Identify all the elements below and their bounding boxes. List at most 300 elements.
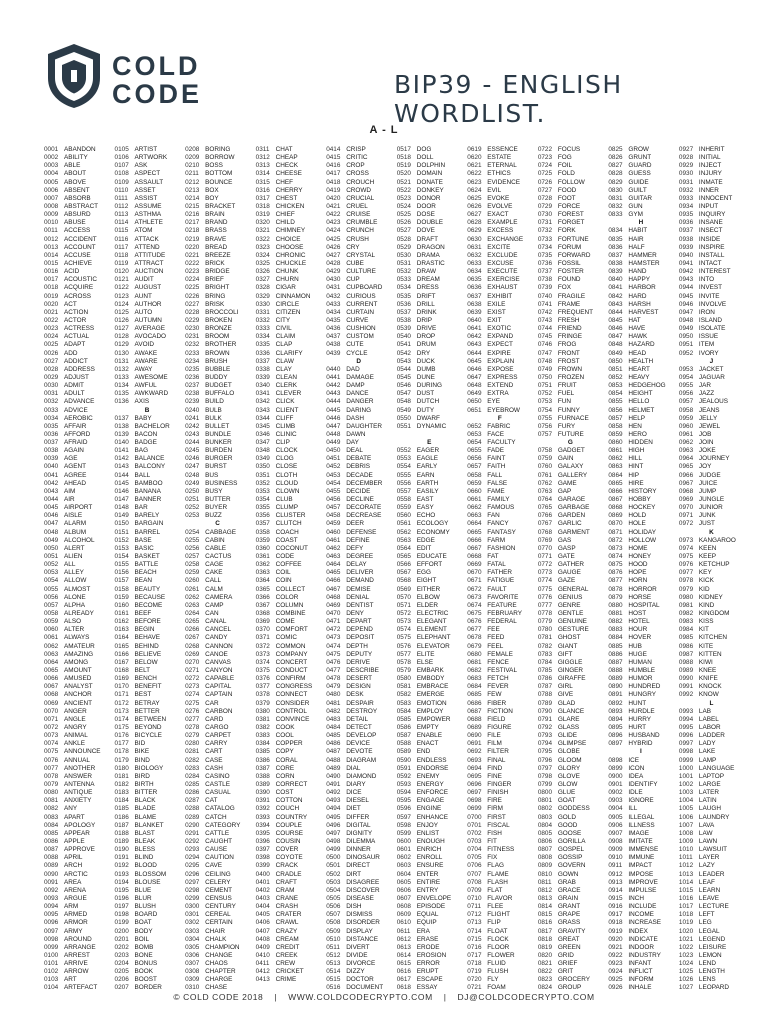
word-index: 0167 — [114, 658, 129, 666]
word-text: ENDLESS — [416, 756, 447, 764]
word-entry — [538, 626, 603, 634]
word-index: 0746 — [537, 341, 553, 349]
word-index: 0309 — [185, 976, 200, 984]
word-text: ALBUM — [64, 528, 87, 536]
word-entry — [44, 903, 109, 911]
word-text: CRITIC — [346, 154, 368, 162]
word-text: ENSURE — [416, 862, 444, 870]
word-index: 0513 — [326, 960, 341, 968]
word-index: 0502 — [326, 870, 341, 878]
word-entry — [538, 952, 603, 960]
word-text: BUYER — [205, 504, 228, 512]
word-text: ACCESS — [64, 227, 91, 235]
word-index: 0816 — [537, 919, 553, 927]
word-text: FAMILY — [487, 496, 510, 504]
word-entry — [185, 439, 250, 447]
word-entry — [608, 537, 673, 545]
word-text: KITE — [698, 642, 714, 650]
word-index: 0890 — [608, 683, 623, 691]
word-index: 0126 — [114, 316, 129, 324]
word-text: JOURNEY — [698, 455, 730, 463]
word-index: 0600 — [396, 837, 411, 845]
word-entry — [185, 293, 250, 301]
word-entry — [185, 618, 250, 626]
word-index: 1020 — [678, 927, 694, 935]
word-entry — [467, 480, 532, 488]
word-index: 0452 — [326, 463, 341, 471]
word-entry — [467, 757, 532, 765]
word-index: 0335 — [255, 341, 270, 349]
word-entry — [185, 455, 250, 463]
word-text: DAWN — [346, 430, 366, 438]
word-index: 0447 — [326, 422, 341, 430]
word-text: GIRL — [557, 683, 573, 691]
word-index: 0751 — [537, 382, 553, 390]
word-text: BUNKER — [205, 439, 232, 447]
word-entry — [115, 602, 180, 610]
word-text: FALSE — [487, 479, 508, 487]
word-index: 1009 — [678, 837, 694, 845]
word-index: 0302 — [185, 919, 200, 927]
word-text: BELIEVE — [134, 650, 162, 658]
word-entry — [185, 691, 250, 699]
word-text: GASP — [557, 544, 576, 552]
word-text: CHAIR — [205, 927, 225, 935]
word-entry — [185, 203, 250, 211]
word-text: COMMON — [275, 642, 306, 650]
word-text: BASIC — [134, 544, 154, 552]
word-index: 0153 — [114, 544, 129, 552]
word-text: BOAT — [134, 919, 152, 927]
word-text: ALONE — [64, 593, 86, 601]
word-entry — [326, 610, 391, 618]
word-entry — [185, 480, 250, 488]
word-entry — [256, 219, 321, 227]
word-index: 0866 — [608, 487, 623, 495]
word-entry — [538, 512, 603, 520]
word-index: 0004 — [44, 170, 59, 178]
word-text: HURT — [628, 723, 647, 731]
word-text: CHECK — [275, 162, 299, 170]
word-index: 0182 — [114, 780, 129, 788]
word-text: FAULT — [487, 585, 507, 593]
word-index: 0925 — [608, 976, 623, 984]
word-text: KEEN — [698, 544, 717, 552]
word-entry — [467, 407, 532, 415]
word-text: GARBAGE — [557, 504, 590, 512]
word-text: HIGH — [628, 447, 645, 455]
word-text: IGNORE — [628, 797, 654, 805]
word-text: BROTHER — [205, 341, 237, 349]
word-entry — [397, 968, 462, 976]
word-index: 1004 — [678, 797, 694, 805]
word-text: JOIN — [698, 439, 714, 447]
word-entry — [397, 187, 462, 195]
word-index: 0504 — [326, 886, 341, 894]
word-index: 0870 — [608, 520, 623, 528]
word-text: INTEREST — [698, 268, 731, 276]
word-text: IMPACT — [628, 862, 653, 870]
word-index: 1012 — [678, 862, 694, 870]
word-entry — [608, 871, 673, 879]
word-text: CRADLE — [275, 870, 302, 878]
word-entry — [256, 976, 321, 984]
word-text: FIGURE — [487, 723, 512, 731]
word-text: BITTER — [134, 789, 158, 797]
word-entry — [467, 708, 532, 716]
word-entry — [326, 496, 391, 504]
word-index: 0011 — [44, 227, 58, 235]
word-index: 0464 — [326, 561, 341, 569]
word-text: END — [416, 748, 431, 756]
word-entry — [115, 569, 180, 577]
word-index: 0735 — [537, 251, 553, 259]
word-index: 0159 — [114, 593, 129, 601]
word-index: 0620 — [467, 154, 482, 162]
word-entry — [115, 236, 180, 244]
word-text: BREAD — [205, 243, 228, 251]
word-entry — [44, 350, 109, 358]
word-entry — [256, 871, 321, 879]
word-index: 0294 — [185, 854, 200, 862]
word-entry — [185, 594, 250, 602]
word-entry — [185, 382, 250, 390]
word-text: BEAN — [134, 577, 152, 585]
word-text: FLOAT — [487, 927, 508, 935]
word-entry — [185, 227, 250, 235]
word-text: JUICE — [698, 479, 718, 487]
word-index: 0610 — [396, 919, 411, 927]
word-text: FRUIT — [557, 382, 577, 390]
word-index: 1024 — [678, 960, 694, 968]
word-index: 0921 — [608, 943, 623, 951]
word-index: 0856 — [608, 406, 623, 414]
word-text: CUSTOM — [346, 333, 374, 341]
word-entry — [256, 333, 321, 341]
word-text: INJECT — [698, 162, 722, 170]
word-index: 0197 — [114, 903, 129, 911]
word-text: FROZEN — [557, 373, 585, 381]
word-entry — [185, 928, 250, 936]
word-index: 0232 — [185, 341, 200, 349]
word-text: DINOSAUR — [346, 854, 380, 862]
word-entry — [679, 423, 744, 431]
word-text: FURY — [557, 422, 576, 430]
word-entry — [679, 805, 744, 813]
word-entry — [679, 854, 744, 862]
word-entry — [256, 293, 321, 301]
word-entry — [326, 643, 391, 651]
word-entry — [608, 610, 673, 618]
word-text: COMPANY — [275, 650, 308, 658]
word-text: FOUND — [557, 276, 581, 284]
word-index: 0013 — [44, 243, 59, 251]
word-index: 0418 — [326, 178, 341, 186]
word-entry — [608, 268, 673, 276]
word-entry — [185, 488, 250, 496]
word-index: 0798 — [537, 772, 553, 780]
word-text: INCH — [628, 894, 644, 902]
word-index: 0641 — [467, 325, 482, 333]
word-index: 0642 — [467, 333, 482, 341]
word-text: INSTALL — [698, 251, 725, 259]
word-text: ARCH — [64, 862, 83, 870]
word-entry — [256, 480, 321, 488]
word-text: CROSS — [346, 170, 369, 178]
word-text: CHERRY — [275, 186, 303, 194]
word-entry — [467, 903, 532, 911]
word-text: CRY — [346, 243, 360, 251]
word-entry — [397, 643, 462, 651]
word-index: 0194 — [114, 878, 129, 886]
word-entry — [467, 472, 532, 480]
word-index: 0572 — [396, 610, 411, 618]
word-index: 0281 — [185, 748, 200, 756]
word-index: 0493 — [326, 797, 341, 805]
word-entry — [538, 846, 603, 854]
word-index: 1002 — [678, 780, 694, 788]
word-index: 1003 — [678, 789, 694, 797]
word-index: 0127 — [114, 325, 129, 333]
word-index: 0320 — [255, 219, 270, 227]
word-entry — [115, 911, 180, 919]
word-index: 0601 — [396, 846, 411, 854]
word-entry — [679, 659, 744, 667]
word-entry — [679, 162, 744, 170]
word-index: 0052 — [44, 561, 59, 569]
word-index: 0696 — [467, 780, 482, 788]
word-entry — [397, 871, 462, 879]
word-index: 0255 — [185, 536, 200, 544]
word-index: 0025 — [44, 341, 59, 349]
word-index: 0331 — [255, 308, 270, 316]
word-text: IMPOSE — [628, 870, 654, 878]
word-entry — [679, 244, 744, 252]
word-entry — [538, 268, 603, 276]
word-text: HEAD — [628, 349, 647, 357]
word-entry — [679, 887, 744, 895]
word-index: 0863 — [608, 463, 623, 471]
word-text: HAIR — [628, 235, 644, 243]
word-entry — [44, 415, 109, 423]
word-text: ATTEND — [134, 243, 160, 251]
word-text: BOTTOM — [205, 170, 233, 178]
word-entry — [538, 740, 603, 748]
word-index: 0638 — [467, 300, 482, 308]
word-index: 0663 — [467, 512, 482, 520]
word-entry — [115, 626, 180, 634]
word-text: DOCTOR — [346, 976, 374, 984]
word-text: HALF — [628, 243, 645, 251]
word-text: DEPUTY — [346, 650, 373, 658]
word-entry — [115, 431, 180, 439]
word-text: BOIL — [134, 935, 150, 943]
word-index: 0468 — [326, 593, 341, 601]
word-index: 0305 — [185, 943, 200, 951]
word-text: EDGE — [416, 536, 435, 544]
word-text: CUP — [346, 276, 360, 284]
word-entry — [467, 789, 532, 797]
word-text: INNOCENT — [698, 194, 733, 202]
word-entry — [538, 765, 603, 773]
word-entry — [467, 520, 532, 528]
word-text: EMPTY — [416, 723, 439, 731]
word-index: 0129 — [114, 341, 129, 349]
word-index: 0580 — [396, 675, 411, 683]
word-text: ESSAY — [416, 984, 438, 992]
word-index: 0361 — [255, 553, 270, 561]
word-text: LAWN — [698, 837, 718, 845]
word-entry — [44, 651, 109, 659]
word-index: 0385 — [255, 748, 270, 756]
word-entry — [115, 170, 180, 178]
word-index: 0101 — [44, 960, 59, 968]
word-entry — [44, 211, 109, 219]
word-index: 0122 — [114, 284, 129, 292]
word-text: BUDDY — [205, 373, 228, 381]
word-text: DAMP — [346, 382, 365, 390]
word-entry — [679, 504, 744, 512]
word-text: ETERNAL — [487, 162, 517, 170]
word-index: 0952 — [678, 349, 694, 357]
word-text: CONTROL — [275, 707, 307, 715]
word-text: CANVAS — [205, 658, 231, 666]
word-index: 0023 — [44, 325, 59, 333]
word-index: 0552 — [396, 447, 411, 455]
word-index: 0299 — [185, 894, 200, 902]
word-entry — [679, 797, 744, 805]
word-text: HELLO — [628, 398, 650, 406]
word-entry — [679, 634, 744, 642]
word-text: HARBOR — [628, 284, 656, 292]
word-index: 0269 — [185, 650, 200, 658]
word-index: 0789 — [537, 699, 553, 707]
word-text: BUS — [205, 471, 219, 479]
word-entry — [115, 765, 180, 773]
word-index: 0731 — [537, 219, 553, 227]
word-index: 0073 — [44, 732, 59, 740]
word-text: COUNTRY — [275, 813, 308, 821]
word-text: HEIGHT — [628, 390, 653, 398]
word-text: ELSE — [416, 658, 434, 666]
word-index: 0777 — [537, 601, 553, 609]
footer — [0, 992, 768, 1002]
word-entry — [44, 195, 109, 203]
word-text: ACQUIRE — [64, 284, 94, 292]
word-text: CLINIC — [275, 430, 297, 438]
word-entry — [397, 284, 462, 292]
word-entry — [538, 854, 603, 862]
word-text: GUN — [628, 202, 643, 210]
word-index: 0131 — [114, 357, 129, 365]
word-index: 0451 — [326, 455, 341, 463]
word-entry — [608, 667, 673, 675]
word-entry — [608, 529, 673, 537]
word-text: LARGE — [698, 780, 721, 788]
word-index: 0088 — [44, 854, 59, 862]
word-text: FLAME — [487, 870, 509, 878]
word-text: CERTAIN — [205, 919, 233, 927]
word-index: 0477 — [326, 667, 341, 674]
word-entry — [326, 952, 391, 960]
word-index: 0104 — [44, 984, 59, 992]
word-entry — [256, 146, 321, 154]
word-text: ESSENCE — [487, 146, 518, 153]
word-entry — [538, 472, 603, 480]
section-letter: G — [567, 439, 573, 447]
word-entry — [467, 179, 532, 187]
word-entry — [256, 618, 321, 626]
word-index: 0105 — [114, 146, 129, 153]
word-entry — [326, 431, 391, 439]
word-entry — [467, 333, 532, 341]
word-index: 0406 — [255, 919, 270, 927]
word-text: CRUISE — [346, 211, 371, 219]
word-entry — [397, 586, 462, 594]
word-text: INVITE — [698, 292, 720, 300]
word-entry — [608, 293, 673, 301]
word-index: 0029 — [44, 373, 59, 381]
word-index: 0693 — [467, 756, 482, 764]
word-entry — [115, 586, 180, 594]
word-entry — [538, 179, 603, 187]
word-text: FOG — [557, 154, 572, 162]
word-text: GRAB — [557, 878, 576, 886]
word-index: 0136 — [114, 398, 129, 406]
word-text: KEY — [698, 569, 712, 577]
word-text: CABLE — [205, 544, 227, 552]
word-index: 0268 — [185, 642, 200, 650]
word-index: 0442 — [326, 382, 341, 390]
word-entry — [608, 309, 673, 317]
word-text: GAZE — [557, 577, 576, 585]
word-text: CRUMBLE — [346, 219, 378, 227]
word-index: 0712 — [467, 911, 482, 919]
word-text: AUNT — [134, 292, 152, 300]
word-index: 0325 — [255, 259, 270, 267]
word-text: AMOUNT — [64, 667, 92, 674]
word-entry — [608, 162, 673, 170]
word-text: BECOME — [134, 601, 163, 609]
word-text: FEEL — [487, 642, 504, 650]
word-entry — [679, 146, 744, 154]
word-text: ASSAULT — [134, 178, 164, 186]
word-entry — [185, 667, 250, 675]
word-entry — [467, 154, 532, 162]
word-index: 0664 — [467, 520, 482, 528]
word-entry — [115, 390, 180, 398]
word-index: 0889 — [608, 675, 623, 683]
word-entry — [679, 968, 744, 976]
word-text: ASSUME — [134, 202, 162, 210]
word-text: CINNAMON — [275, 292, 311, 300]
word-entry — [185, 903, 250, 911]
word-text: GOSPEL — [557, 846, 585, 854]
word-entry — [115, 268, 180, 276]
word-entry — [185, 675, 250, 683]
word-entry — [467, 236, 532, 244]
word-text: COTTON — [275, 797, 303, 805]
word-index: 0619 — [467, 146, 482, 153]
word-entry — [538, 341, 603, 349]
word-text: GOSSIP — [557, 854, 583, 862]
word-text: CAPITAL — [205, 683, 232, 691]
word-index: 0166 — [114, 650, 129, 658]
word-index: 0706 — [467, 862, 482, 870]
word-entry — [44, 553, 109, 561]
word-entry — [115, 341, 180, 349]
word-text: EAGER — [416, 447, 440, 455]
